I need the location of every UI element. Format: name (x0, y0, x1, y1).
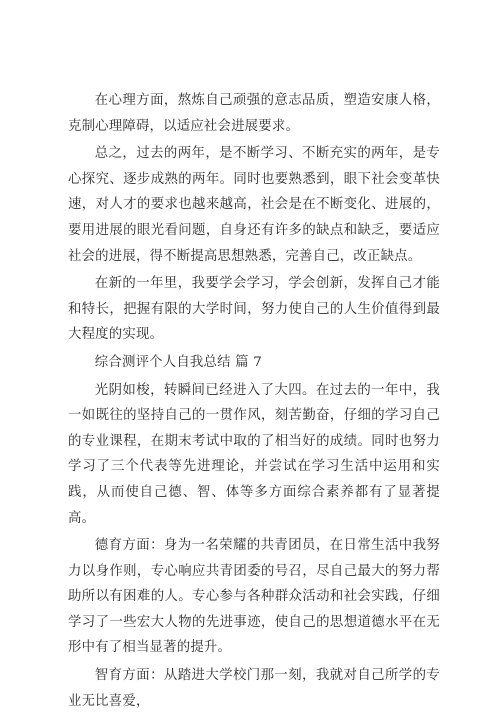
paragraph-summary: 总之，过去的两年，是不断学习、不断充实的两年，是专心探究、逐步成熟的两年。同时也要熟悉到，眼下社会变革快速，对人才的要求也越来越高，社会是在不断变化、进展的，要用进展的眼光看问题，自身还有许多的缺点和缺乏，要适应社会的进展，得不断提高思想熟悉，完善自己，改正缺点。 (68, 146, 440, 264)
paragraph-intellectual-education: 智育方面：从踏进大学校门那一刻，我就对自己所学的专业无比喜爱， (68, 668, 440, 709)
paragraph-new-year: 在新的一年里，我要学会学习，学会创新，发挥自己才能和特长，把握有限的大学时间，努力使自己的人生价值得到最大程度的实现。 (68, 276, 440, 343)
section-heading: 综合测评个人自我总结 篇 7 (94, 354, 262, 370)
document-body (68, 88, 440, 716)
paragraph-intro: 光阴如梭，转瞬间已经进入了大四。在过去的一年中，我一如既往的坚持自己的一贯作风，刻苦勤奋，仔细的学习自己的专业课程，在期末考试中取的了相当好的成绩。同时也努力学习了三个代表等先进理论，并尝试在学习生活中运用和实践，从而使自己德、智、体等多方面综合素养都有了显著提高。 (68, 382, 440, 526)
paragraph-moral-education: 德育方面：身为一名荣耀的共青团员，在日常生活中我努力以身作则，专心响应共青团委的号召，尽自己最大的努力帮助所以有困难的人。专心参与各种群众活动和社会实践，仔细学习了一些宏大人物的先进事迹，使自己的思想道德水平在无形中有了相当显著的提升。 (68, 538, 440, 656)
paragraph-psychology: 在心理方面，熬炼自己顽强的意志品质，塑造安康人格，克制心理障碍，以适应社会进展要求。 (68, 93, 440, 134)
